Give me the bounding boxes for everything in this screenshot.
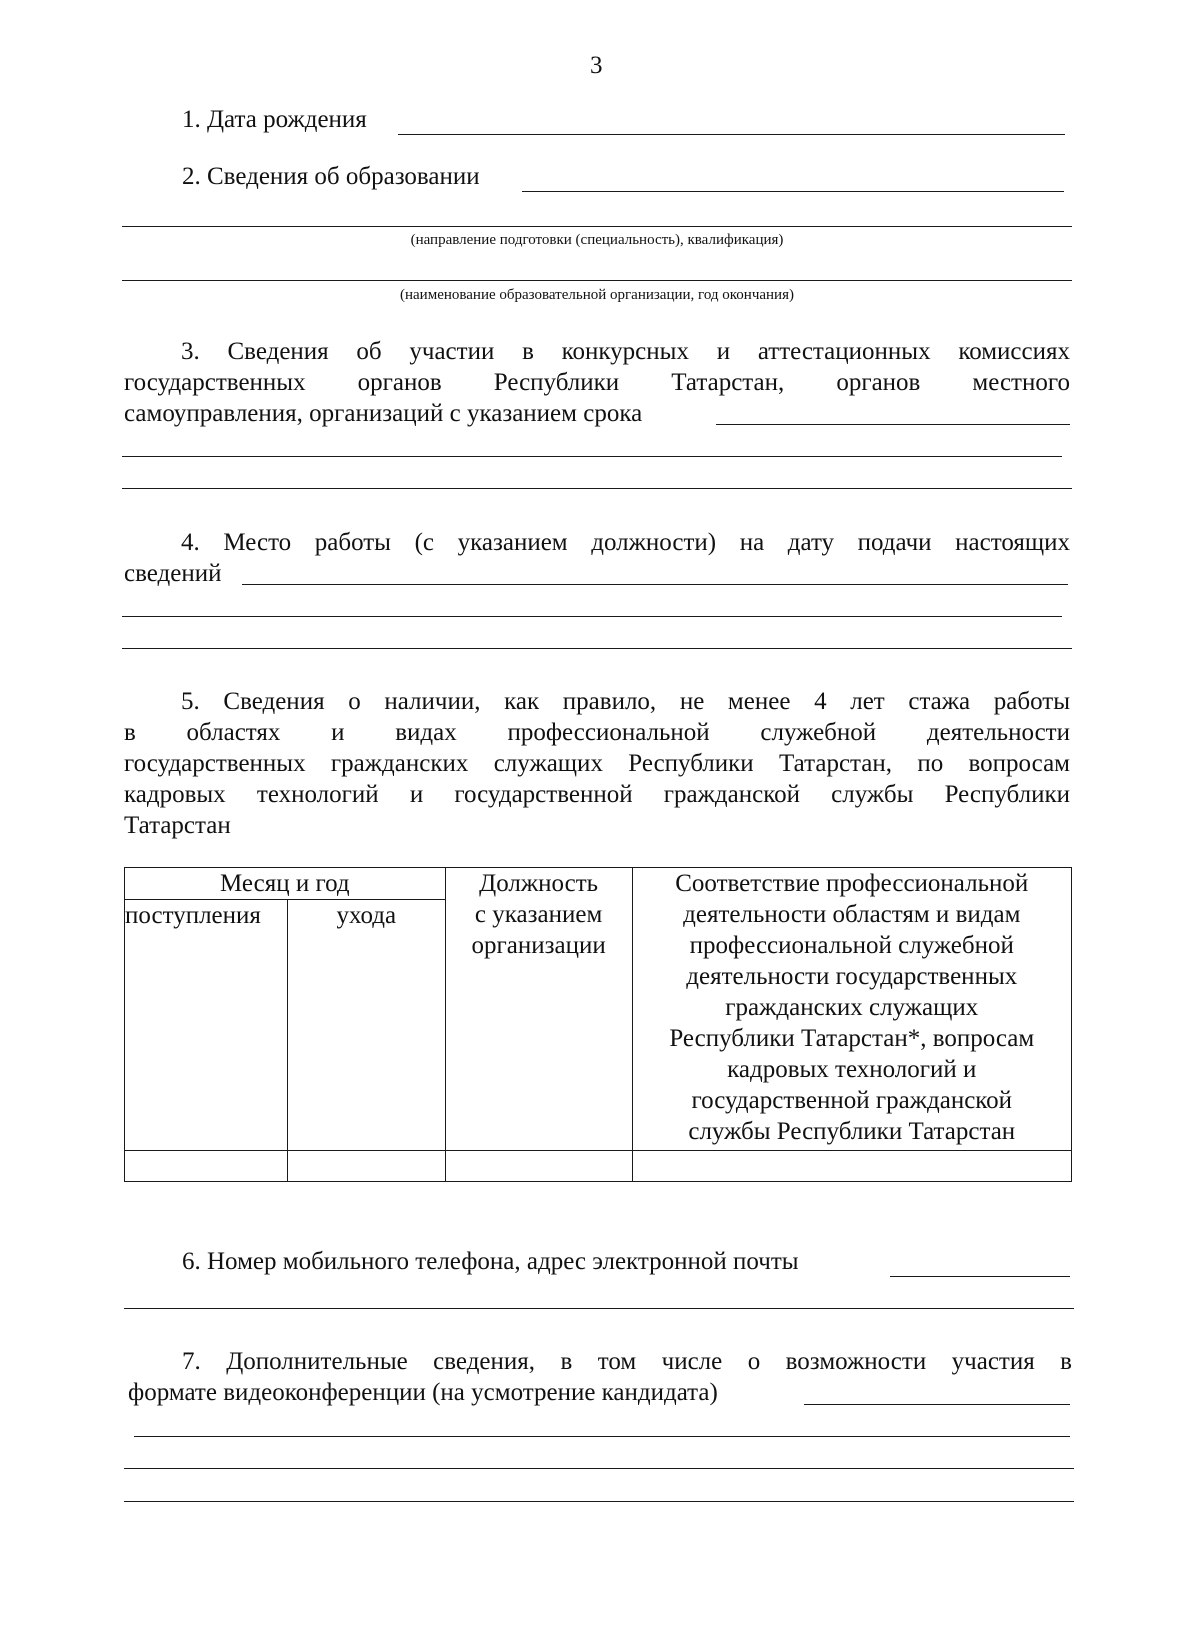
header-correspondence <box>632 868 1071 1151</box>
commissions-line-1: 3. Сведения об участии в конкурсных и аттестационных комиссиях <box>181 338 1070 365</box>
header-corr-line-7: кадровых технологий и <box>727 1056 977 1083</box>
workplace-field[interactable] <box>242 584 1068 585</box>
header-corr-line-6: Республики Татарстан*, вопросам <box>669 1025 1035 1052</box>
birth-date-field[interactable] <box>398 134 1065 135</box>
additional-field-4[interactable] <box>124 1501 1074 1502</box>
workplace-line-2: сведений <box>124 560 222 587</box>
header-month-year: Месяц и год <box>125 868 446 900</box>
commissions-line-3: самоуправления, организаций с указанием срока <box>124 400 643 427</box>
education-specialty-caption: (направление подготовки (специальность), квалификация) <box>410 232 784 248</box>
workplace-text <box>124 527 1070 589</box>
experience-line-5: Татарстан <box>124 812 231 839</box>
education-specialty-field[interactable] <box>122 226 1072 227</box>
cell-position[interactable] <box>445 1151 632 1182</box>
table-row <box>125 1151 1072 1182</box>
header-corr-line-4: деятельности государственных <box>686 963 1018 990</box>
workplace-field-2[interactable] <box>122 616 1062 617</box>
header-position-line-2: с указанием <box>474 901 603 928</box>
cell-exit-date[interactable] <box>287 1151 445 1182</box>
commissions-field-2[interactable] <box>122 456 1062 457</box>
additional-field-2[interactable] <box>134 1436 1070 1437</box>
education-institution-caption: (наименование образовательной организации, год окончания) <box>400 287 794 303</box>
cell-correspondence[interactable] <box>632 1151 1071 1182</box>
header-position-line-3: организации <box>471 932 606 959</box>
education-institution-field[interactable] <box>122 280 1072 281</box>
experience-line-4: кадровых технологий и государственной гражданской службы Республики <box>124 781 1070 808</box>
education-field[interactable] <box>522 191 1064 192</box>
header-entry: поступления <box>125 900 288 1151</box>
additional-line-2: формате видеоконференции (на усмотрение кандидата) <box>128 1379 718 1406</box>
additional-field[interactable] <box>804 1404 1070 1405</box>
experience-text <box>124 686 1070 841</box>
header-position <box>445 868 632 1151</box>
experience-line-1: 5. Сведения о наличии, как правило, не менее 4 лет стажа работы <box>181 688 1070 715</box>
cell-entry-date[interactable] <box>125 1151 288 1182</box>
commissions-line-2: государственных органов Республики Татарстан, органов местного <box>124 369 1070 396</box>
header-position-line-1: Должность <box>479 870 599 897</box>
education-label: 2. Сведения об образовании <box>182 163 480 190</box>
page-number: 3 <box>590 52 603 79</box>
contacts-field[interactable] <box>890 1276 1070 1277</box>
header-corr-line-8: государственной гражданской <box>691 1087 1013 1114</box>
workplace-line-1: 4. Место работы (с указанием должности) на дату подачи настоящих <box>181 529 1070 556</box>
additional-field-3[interactable] <box>124 1468 1074 1469</box>
experience-line-3: государственных гражданских служащих Республики Татарстан, по вопросам <box>124 750 1070 777</box>
header-corr-line-5: гражданских служащих <box>725 994 979 1021</box>
experience-table <box>124 867 1072 1182</box>
additional-text <box>128 1346 1072 1408</box>
commissions-text <box>124 336 1070 429</box>
additional-line-1: 7. Дополнительные сведения, в том числе о возможности участия в <box>182 1348 1072 1375</box>
contacts-field-2[interactable] <box>124 1308 1074 1309</box>
workplace-field-3[interactable] <box>122 648 1072 649</box>
commissions-field[interactable] <box>716 424 1070 425</box>
experience-line-2: в областях и видах профессиональной служебной деятельности <box>124 719 1070 746</box>
contacts-label: 6. Номер мобильного телефона, адрес электронной почты <box>182 1248 799 1275</box>
header-corr-line-1: Соответствие профессиональной <box>675 870 1029 897</box>
birth-date-label: 1. Дата рождения <box>182 106 367 133</box>
header-corr-line-9: службы Республики Татарстан <box>688 1118 1016 1145</box>
header-exit: ухода <box>287 900 445 1151</box>
commissions-field-3[interactable] <box>122 488 1072 489</box>
header-corr-line-2: деятельности областям и видам <box>683 901 1021 928</box>
header-corr-line-3: профессиональной служебной <box>689 932 1014 959</box>
